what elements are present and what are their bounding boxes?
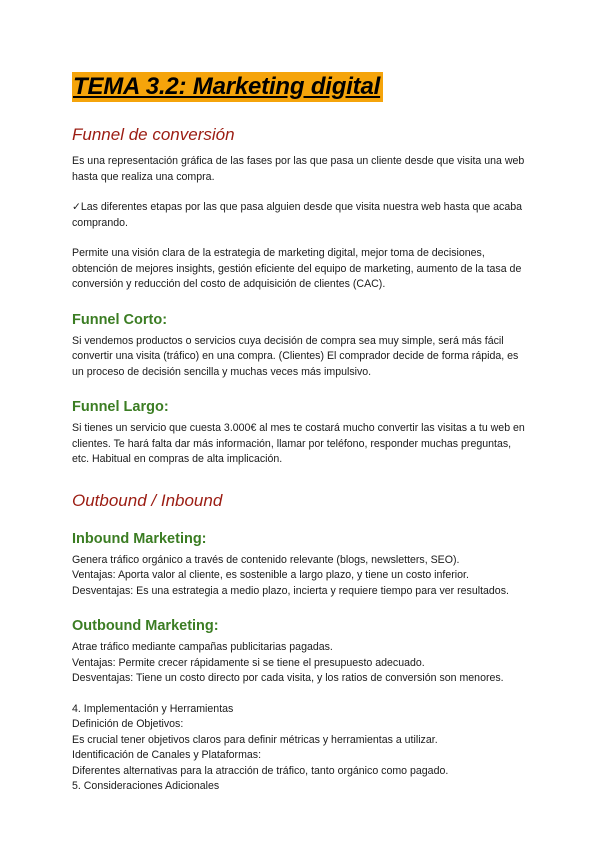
heading-funnel-corto: Funnel Corto: [72,311,168,328]
funnel-paragraph-1: Es una representación gráfica de las fases por las que pasa un cliente desde que visita una web hasta que realiza una compra. [72,155,525,183]
channels-label: Identificación de Canales y Plataformas: [72,749,262,761]
section-5-title: 5. Consideraciones Adicionales [72,780,220,792]
heading-outbound-inbound: Outbound / Inbound [72,490,223,510]
objectives-label: Definición de Objetivos: [72,718,184,730]
funnel-corto-text: Si vendemos productos o servicios cuya decisión de compra sea muy simple, será más fácil convertir una visita (tráfico) en una compra. (Clientes) El comprador decide de forma rápida, es un proceso de decisión sencilla y muchas veces más impulsivo. [72,334,519,378]
objectives-text: Es crucial tener objetivos claros para definir métricas y herramientas a utilizar. [72,733,438,746]
page-title: TEMA 3.2: Marketing digital [72,72,383,102]
outbound-content [72,640,530,687]
funnel-paragraph-2: ✓Las diferentes etapas por las que pasa alguien desde que visita nuestra web hasta que acaba comprando. [72,201,523,229]
heading-funnel-largo: Funnel Largo: [72,399,169,415]
funnel-paragraph-3: Permite una visión clara de la estrategia de marketing digital, mejor toma de decisiones, obtención de mejores insights, gestión eficiente del equipo de marketing, aumento de la tasa de conversión y reducción del costo de adquisición de clientes (CAC). [72,247,522,290]
funnel-largo-text: Si tienes un servicio que cuesta 3.000€ al mes te costará mucho convertir las visitas a tu web en clientes. Te hará falta dar más información, llamar por teléfono, responder muchas preguntas, etc. Habitual en compras de alta implicación. [72,422,525,465]
channels-text: Diferentes alternativas para la atracción de tráfico, tanto orgánico como pagado. [72,764,449,777]
heading-inbound-marketing: Inbound Marketing: [72,530,207,547]
inbound-line-1: Genera tráfico orgánico a través de contenido relevante (blogs, newsletters, SEO). [72,553,460,566]
heading-outbound-marketing: Outbound Marketing: [72,618,219,634]
section-4-content [72,702,530,795]
heading-funnel-conversion: Funnel de conversión [72,125,235,144]
outbound-line-1: Atrae tráfico mediante campañas publicitarias pagadas. [72,641,333,653]
outbound-line-3: Desventajas: Tiene un costo directo por cada visita, y los ratios de conversión son menores. [72,672,504,684]
section-4-title: 4. Implementación y Herramientas [72,702,234,715]
inbound-line-3: Desventajas: Es una estrategia a medio plazo, incierta y requiere tiempo para ver resultados. [72,584,509,597]
inbound-line-2: Ventajas: Aporta valor al cliente, es sostenible a largo plazo, y tiene un costo inferior. [72,569,469,581]
outbound-line-2: Ventajas: Permite crecer rápidamente si se tiene el presupuesto adecuado. [72,656,425,669]
inbound-content [72,553,530,600]
